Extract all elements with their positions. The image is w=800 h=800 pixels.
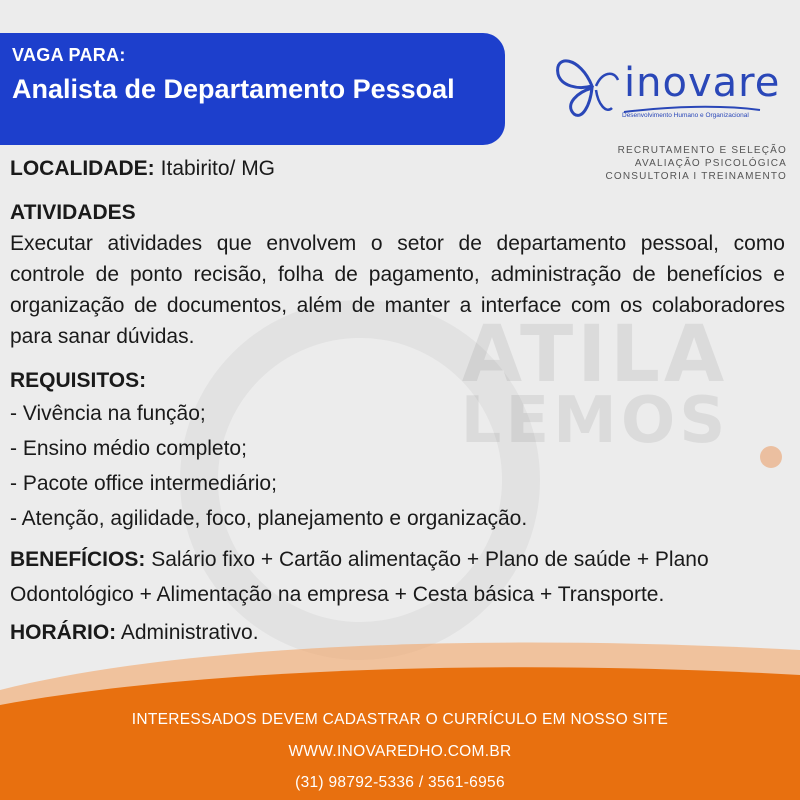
schedule-label: HORÁRIO: — [10, 621, 117, 644]
service-line: AVALIAÇÃO PSICOLÓGICA — [634, 158, 787, 169]
location-value: Itabirito/ MG — [160, 157, 276, 180]
inovare-logo — [552, 48, 781, 128]
job-title: Analista de Departamento Pessoal — [12, 74, 455, 104]
watermark-dot — [760, 446, 782, 468]
watermark-line1: ATILA — [461, 310, 729, 400]
benefits-text: Salário fixo + Cartão alimentação + Plano de saúde + Plano Odontológico + Alimentação na empresa + Cesta básica + Transporte. — [10, 548, 709, 606]
requirement-item: - Ensino médio completo; — [10, 437, 247, 460]
requirements-list — [10, 396, 527, 536]
requirement-item: - Pacote office intermediário; — [10, 472, 277, 495]
footer-contact — [0, 704, 800, 799]
location-label: LOCALIDADE: — [10, 157, 155, 180]
footer-instruction: INTERESSADOS DEVEM CADASTRAR O CURRÍCULO EM NOSSO SITE — [131, 711, 669, 728]
logo-wordmark: inovare — [624, 60, 781, 106]
watermark-line2: LEMOS — [460, 384, 730, 458]
service-line: CONSULTORIA I TREINAMENTO — [605, 171, 787, 182]
benefits-line — [10, 542, 790, 612]
footer-phone: (31) 98792-5336 / 3561-6956 — [295, 774, 505, 791]
service-line: RECRUTAMENTO E SELEÇÃO — [617, 145, 787, 156]
logo-services — [582, 144, 787, 183]
requirement-item: - Atenção, agilidade, foco, planejamento e organização. — [10, 507, 528, 530]
requirement-item: - Vivência na função; — [10, 402, 206, 425]
benefits-label: BENEFÍCIOS: — [10, 548, 146, 571]
logo-tagline: Desenvolvimento Humano e Organizacional — [622, 112, 749, 119]
footer-website: WWW.INOVAREDHO.COM.BR — [288, 742, 512, 760]
activities-text: Executar atividades que envolvem o setor de departamento pessoal, como controle de ponto recisão, folha de pagamento, administração de benefícios e organização de documentos, além de manter a interface com os colaboradores para sanar dúvidas. — [10, 232, 785, 348]
location-line — [10, 153, 275, 184]
requirements-heading: REQUISITOS: — [10, 369, 147, 392]
schedule-value: Administrativo. — [120, 621, 259, 644]
header-kicker: VAGA PARA: — [12, 45, 126, 65]
activities-heading: ATIVIDADES — [10, 201, 136, 224]
butterfly-logo-icon — [552, 48, 632, 128]
header-banner — [0, 33, 505, 145]
